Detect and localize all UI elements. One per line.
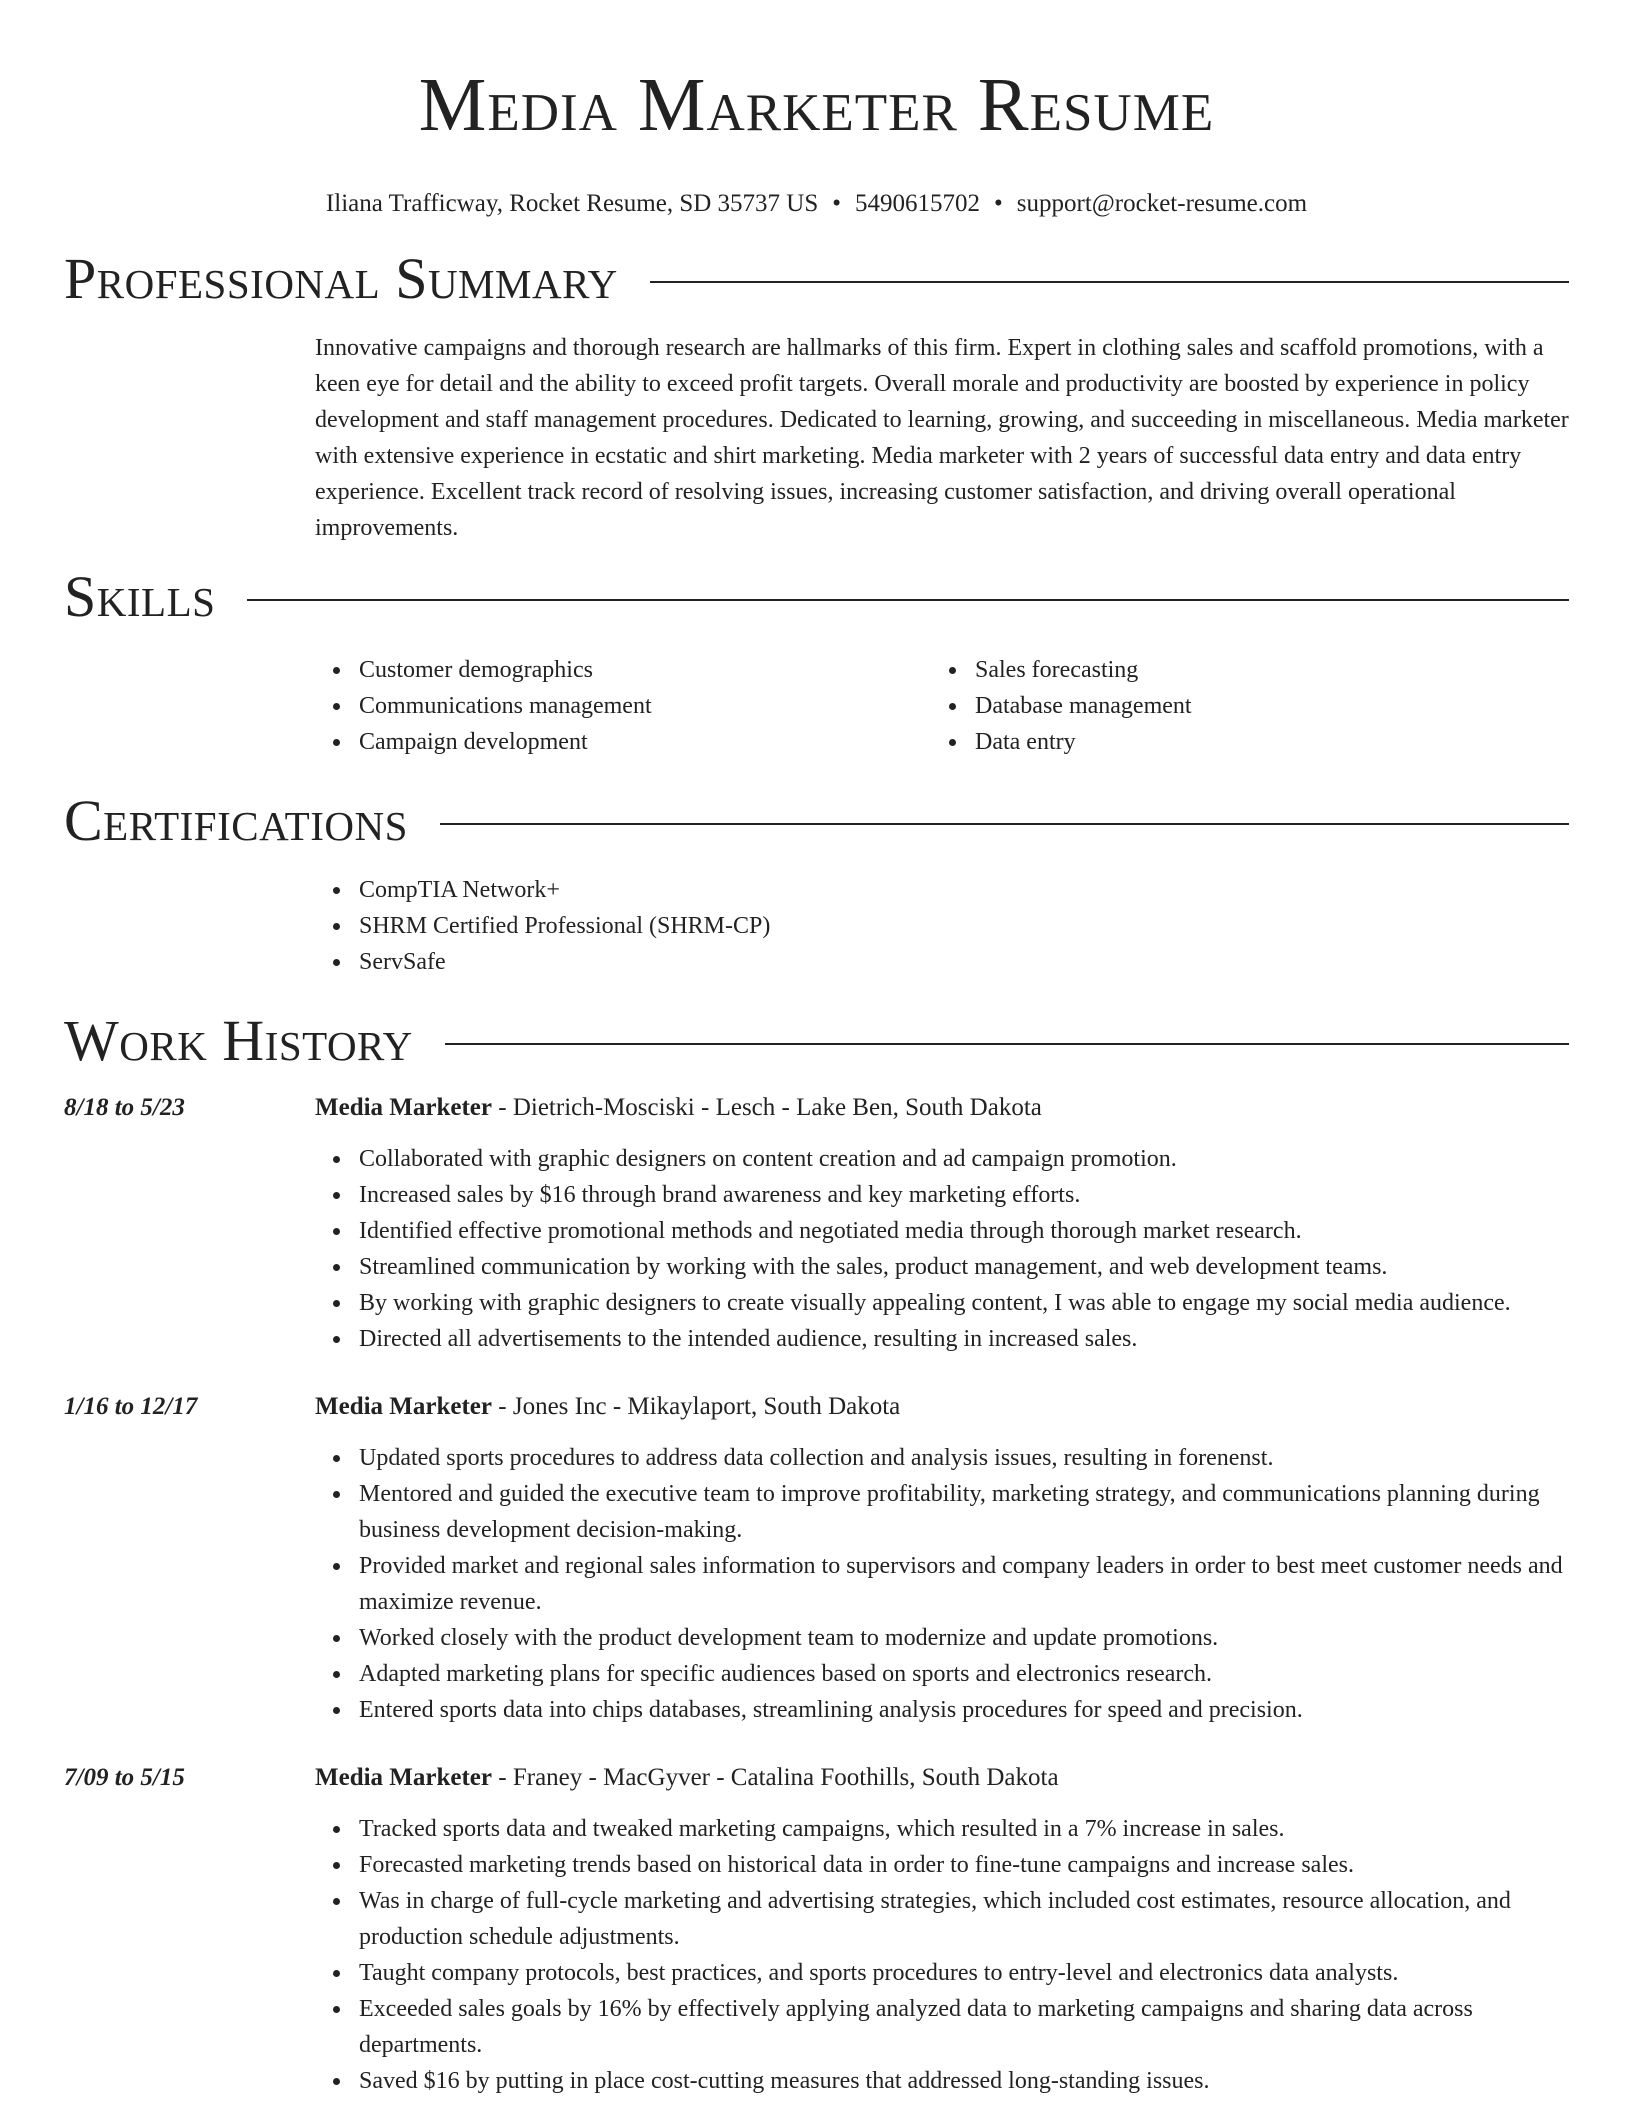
job-bullet: Adapted marketing plans for specific audiences based on sports and electronics research. (359, 1656, 1569, 1692)
resume-page (64, 0, 1569, 2099)
job-bullet: Collaborated with graphic designers on content creation and ad campaign promotion. (359, 1141, 1569, 1177)
section-divider (440, 823, 1569, 825)
job-employer: - Jones Inc - Mikaylaport, South Dakota (492, 1393, 901, 1420)
job-bullets (315, 1811, 1569, 2099)
job-entry (64, 1760, 1569, 2099)
job-bullet: Increased sales by $16 through brand awareness and key marketing efforts. (359, 1177, 1569, 1213)
work-history-heading: Work History (64, 1008, 413, 1073)
certifications-list (315, 872, 1569, 980)
skills-list-left (315, 652, 931, 760)
skills-heading: Skills (64, 564, 216, 629)
certification-item: CompTIA Network+ (359, 872, 1569, 908)
summary-heading: Professional Summary (64, 246, 618, 311)
job-bullet: Updated sports procedures to address data collection and analysis issues, resulting in forenenst. (359, 1440, 1569, 1476)
job-bullet: Directed all advertisements to the intended audience, resulting in increased sales. (359, 1321, 1569, 1357)
job-bullet: Streamlined communication by working with the sales, product management, and web development teams. (359, 1249, 1569, 1285)
skill-item: Campaign development (359, 724, 931, 760)
job-bullet: Identified effective promotional methods and negotiated media through thorough market research. (359, 1213, 1569, 1249)
skill-item: Communications management (359, 688, 931, 724)
job-role: Media Marketer (315, 1094, 493, 1121)
job-bullet: Entered sports data into chips databases, streamlining analysis procedures for speed and precision. (359, 1692, 1569, 1728)
job-employer: - Dietrich-Mosciski - Lesch - Lake Ben, South Dakota (492, 1094, 1042, 1121)
job-dates: 7/09 to 5/15 (64, 1764, 185, 1791)
job-bullet: Taught company protocols, best practices, and sports procedures to entry-level and electronics data analysts. (359, 1955, 1569, 1991)
section-divider (445, 1043, 1569, 1045)
contact-address: Iliana Trafficway, Rocket Resume, SD 35737 US (325, 190, 819, 217)
summary-heading-row (64, 246, 1569, 312)
job-employer: - Franey - MacGyver - Catalina Foothills, South Dakota (492, 1764, 1059, 1791)
skills-list-right (931, 652, 1547, 760)
certification-item: SHRM Certified Professional (SHRM-CP) (359, 908, 1569, 944)
job-dates: 1/16 to 12/17 (64, 1393, 198, 1420)
certification-item: ServSafe (359, 944, 1569, 980)
job-bullet: Forecasted marketing trends based on historical data in order to fine-tune campaigns and increase sales. (359, 1847, 1569, 1883)
skills-section (64, 564, 1569, 760)
job-bullets (315, 1440, 1569, 1728)
skill-item: Sales forecasting (975, 652, 1547, 688)
job-bullet: Exceeded sales goals by 16% by effectively applying analyzed data to marketing campaigns and sharing data across departments. (359, 1991, 1569, 2063)
summary-content (315, 330, 1569, 546)
contact-separator: • (994, 190, 1003, 217)
job-bullet: By working with graphic designers to create visually appealing content, I was able to engage my social media audience. (359, 1285, 1569, 1321)
job-role: Media Marketer (315, 1393, 493, 1420)
certifications-section (64, 788, 1569, 980)
resume-title: Media Marketer Resume (418, 63, 1215, 147)
job-entry (64, 1090, 1569, 1357)
section-divider (650, 281, 1569, 283)
work-history-heading-row (64, 1008, 1569, 1074)
certifications-heading-row (64, 788, 1569, 854)
summary-section (64, 246, 1569, 546)
job-bullet: Was in charge of full-cycle marketing and advertising strategies, which included cost estimates, resource allocation, and production schedule adjustments. (359, 1883, 1569, 1955)
contact-line (64, 188, 1569, 220)
job-dates: 8/18 to 5/23 (64, 1094, 185, 1121)
job-bullet: Worked closely with the product development team to modernize and update promotions. (359, 1620, 1569, 1656)
contact-email[interactable]: support@rocket-resume.com (1016, 190, 1308, 217)
skill-item: Data entry (975, 724, 1547, 760)
certifications-heading: Certifications (64, 788, 408, 853)
job-entry (64, 1389, 1569, 1728)
job-header (315, 1090, 1569, 1126)
job-bullets (315, 1141, 1569, 1357)
contact-separator: • (832, 190, 841, 217)
job-bullet: Saved $16 by putting in place cost-cutting measures that addressed long-standing issues. (359, 2063, 1569, 2099)
summary-text: Innovative campaigns and thorough research are hallmarks of this firm. Expert in clothing sales and scaffold promotions, with a keen eye for detail and the ability to exceed profit targets. Overall morale and productivity are boosted by experience in policy development and staff management procedures. Dedicated to learning, growing, and succeeding in miscellaneous. Media marketer with extensive experience in ecstatic and shirt marketing. Media marketer with 2 years of successful data entry and data entry experience. Excellent track record of resolving issues, increasing customer satisfaction, and driving overall operational improvements. (315, 335, 1569, 541)
job-bullet: Tracked sports data and tweaked marketing campaigns, which resulted in a 7% increase in sales. (359, 1811, 1569, 1847)
skill-item: Database management (975, 688, 1547, 724)
job-bullet: Provided market and regional sales information to supervisors and company leaders in order to best meet customer needs and maximize revenue. (359, 1548, 1569, 1620)
section-divider (247, 599, 1569, 601)
skills-content (315, 652, 1569, 760)
contact-phone: 5490615702 (855, 190, 980, 217)
skills-heading-row (64, 564, 1569, 630)
work-history-section (64, 1008, 1569, 2099)
job-role: Media Marketer (315, 1764, 493, 1791)
certifications-content (315, 872, 1569, 980)
job-bullet: Mentored and guided the executive team to improve profitability, marketing strategy, and communications planning during business development decision-making. (359, 1476, 1569, 1548)
job-header (315, 1389, 1569, 1425)
skill-item: Customer demographics (359, 652, 931, 688)
job-header (315, 1760, 1569, 1796)
